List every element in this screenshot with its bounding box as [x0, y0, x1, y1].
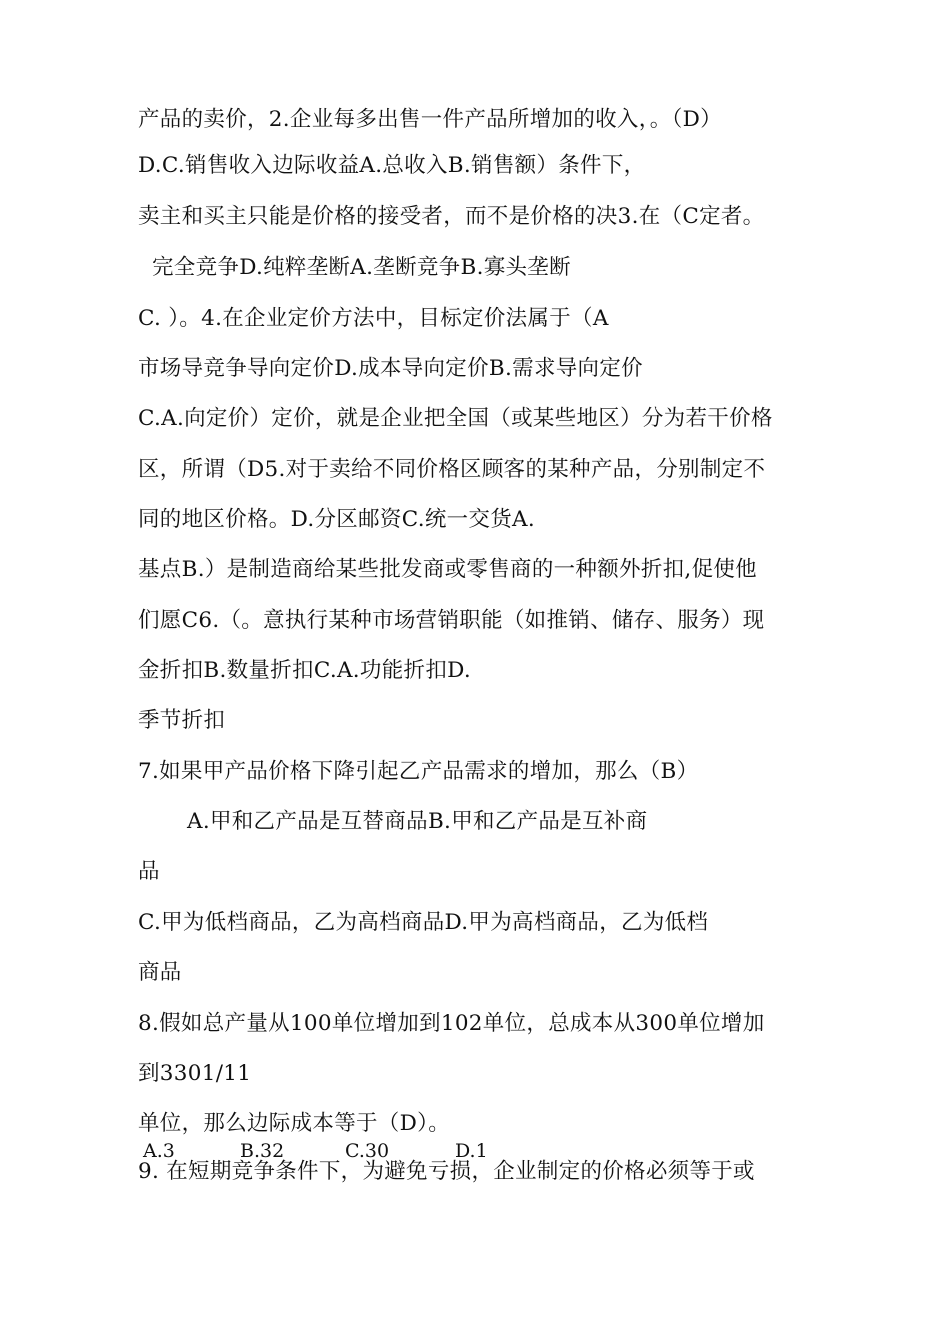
option-c: C.30 — [345, 1140, 390, 1162]
text-line-1: 产品的卖价，2.企业每多出售一件产品所增加的收入，。（D） — [138, 107, 722, 132]
option-b: B.32 — [240, 1140, 285, 1162]
option-d: D.1 — [455, 1140, 488, 1162]
text-line-2: D.C.销售收入边际收益A.总收入B.销售额）条件下， — [138, 153, 646, 178]
text-line-18: 商品 — [138, 960, 182, 985]
text-line-4: 完全竞争D.纯粹垄断A.垄断竞争B.寡头垄断 — [152, 255, 571, 280]
text-line-10: 基点B.）是制造商给某些批发商或零售商的一种额外折扣,促使他 — [138, 557, 757, 582]
text-line-3: 卖主和买主只能是价格的接受者，而不是价格的决3.在（C定者。 — [138, 204, 765, 229]
text-line-12: 金折扣B.数量折扣C.A.功能折扣D. — [138, 658, 472, 683]
text-line-6: 市场导竞争导向定价D.成本导向定价B.需求导向定价 — [138, 356, 643, 381]
text-line-19: 8.假如总产量从100单位增加到102单位，总成本从300单位增加 — [138, 1011, 765, 1036]
text-line-9: 同的地区价格。D.分区邮资C.统一交货A. — [138, 507, 535, 532]
text-line-8: 区，所谓（D5.对于卖给不同价格区顾客的某种产品，分别制定不 — [138, 457, 766, 482]
text-line-16: 品 — [138, 859, 160, 884]
text-line-14: 7.如果甲产品价格下降引起乙产品需求的增加，那么（B） — [138, 759, 699, 784]
text-line-11: 们愿C6.（。意执行某种市场营销职能（如推销、储存、服务）现 — [138, 608, 765, 633]
option-a: A.3 — [143, 1140, 175, 1162]
text-line-20: 到3301/11 — [138, 1061, 252, 1086]
text-line-7: C.A.向定价）定价，就是企业把全国（或某些地区）分为若干价格 — [138, 406, 773, 431]
text-line-15: A.甲和乙产品是互替商品B.甲和乙产品是互补商 — [187, 809, 648, 834]
text-line-5: C. ）。4.在企业定价方法中，目标定价法属于（A — [138, 306, 609, 331]
text-line-17: C.甲为低档商品，乙为高档商品D.甲为高档商品，乙为低档 — [138, 910, 709, 935]
text-line-13: 季节折扣 — [138, 708, 226, 733]
text-line-21: 单位，那么边际成本等于（D）。 — [138, 1111, 450, 1136]
text-line-22: 9. 在短期竞争条件下，为避免亏损，企业制定的价格必须等于或 — [138, 1159, 755, 1184]
